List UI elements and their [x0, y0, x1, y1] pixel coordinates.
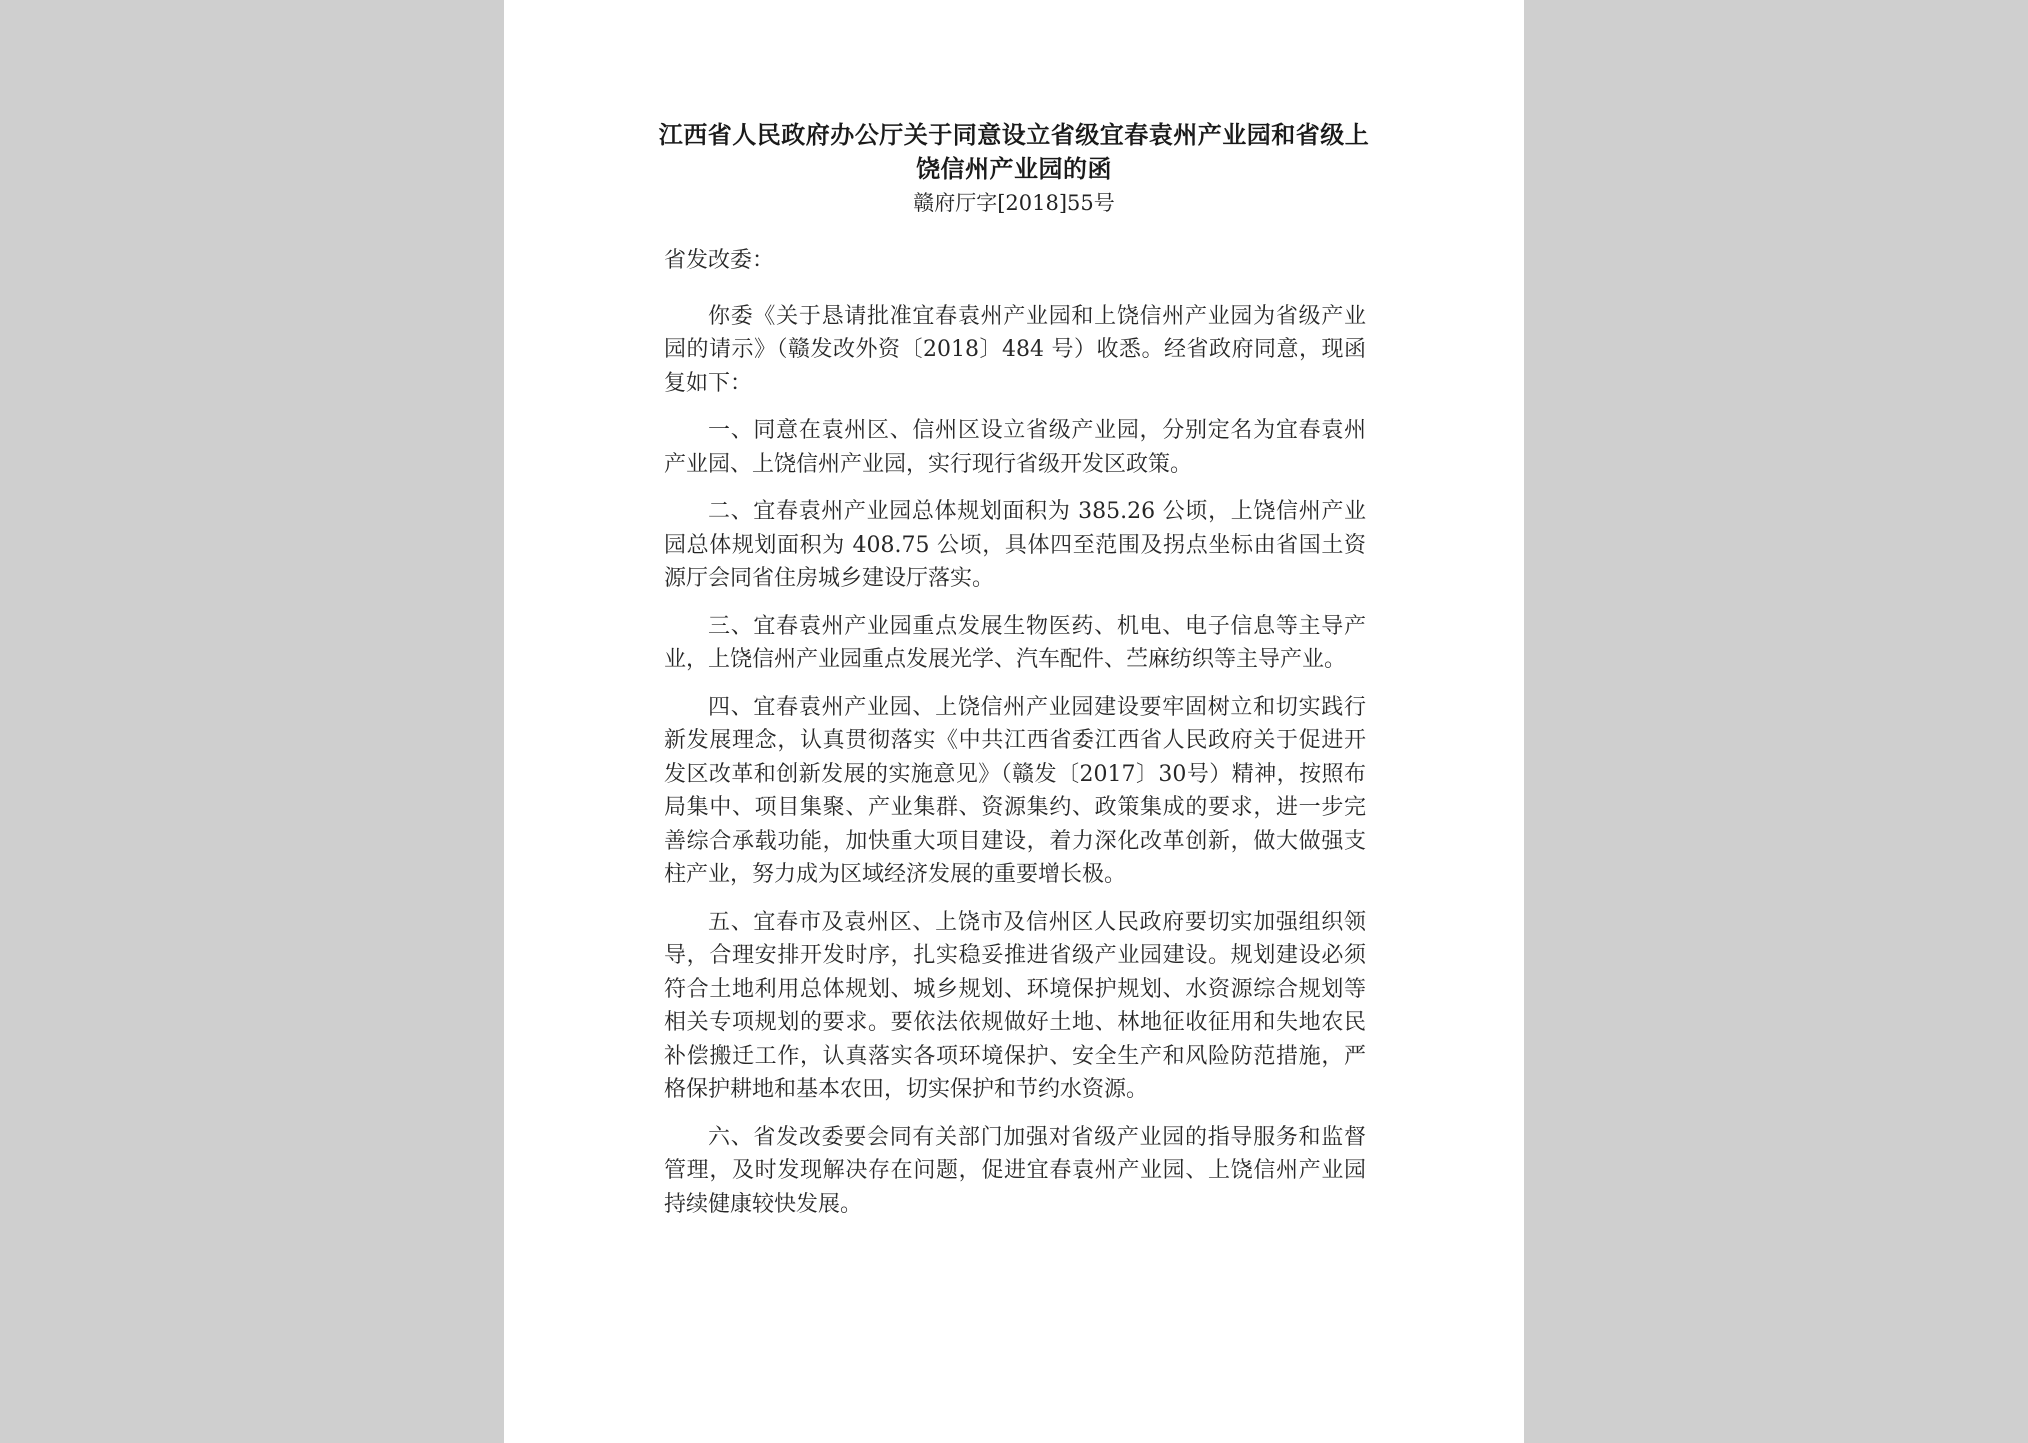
- document-number: 赣府厅字[2018]55号: [913, 191, 1115, 215]
- title-block: [654, 118, 1374, 218]
- paragraph-intro: 你委《关于恳请批准宜春袁州产业园和上饶信州产业园为省级产业园的请示》（赣发改外资〔2018〕484 号）收悉。经省政府同意，现函复如下：: [664, 303, 1366, 396]
- paragraph-item-1: 一、同意在袁州区、信州区设立省级产业园，分别定名为宜春袁州产业园、上饶信州产业园，实行现行省级开发区政策。: [664, 418, 1366, 477]
- document-title: 江西省人民政府办公厅关于同意设立省级宜春袁州产业园和省级上饶信州产业园的函: [658, 121, 1370, 183]
- paragraph-item-5: 五、宜春市及袁州区、上饶市及信州区人民政府要切实加强组织领导，合理安排开发时序，扎实稳妥推进省级产业园建设。规划建设必须符合土地利用总体规划、城乡规划、环境保护规划、水资源综合规划等相关专项规划的要求。要依法依规做好土地、林地征收征用和失地农民补偿搬迁工作，认真落实各项环境保护、安全生产和风险防范措施，严格保护耕地和基本农田，切实保护和节约水资源。: [664, 909, 1366, 1102]
- paragraph-item-6: 六、省发改委要会同有关部门加强对省级产业园的指导服务和监督管理，及时发现解决存在问题，促进宜春袁州产业园、上饶信州产业园持续健康较快发展。: [664, 1124, 1366, 1217]
- paragraph-item-3: 三、宜春袁州产业园重点发展生物医药、机电、电子信息等主导产业，上饶信州产业园重点发展光学、汽车配件、苎麻纺织等主导产业。: [664, 613, 1366, 672]
- paragraph-item-2: 二、宜春袁州产业园总体规划面积为 385.26 公顷，上饶信州产业园总体规划面积为 408.75 公顷，具体四至范围及拐点坐标由省国土资源厅会同省住房城乡建设厅落实。: [664, 499, 1366, 591]
- document-page: [504, 0, 1524, 1443]
- paragraph-item-4: 四、宜春袁州产业园、上饶信州产业园建设要牢固树立和切实践行新发展理念，认真贯彻落实《中共江西省委江西省人民政府关于促进开发区改革和创新发展的实施意见》（赣发〔2017〕30号）精神，按照布局集中、项目集聚、产业集群、资源集约、政策集成的要求，进一步完善综合承载功能，加快重大项目建设，着力深化改革创新，做大做强支柱产业，努力成为区域经济发展的重要增长极。: [664, 694, 1366, 887]
- addressee: 省发改委：: [664, 248, 775, 273]
- document-body: [664, 244, 1366, 1235]
